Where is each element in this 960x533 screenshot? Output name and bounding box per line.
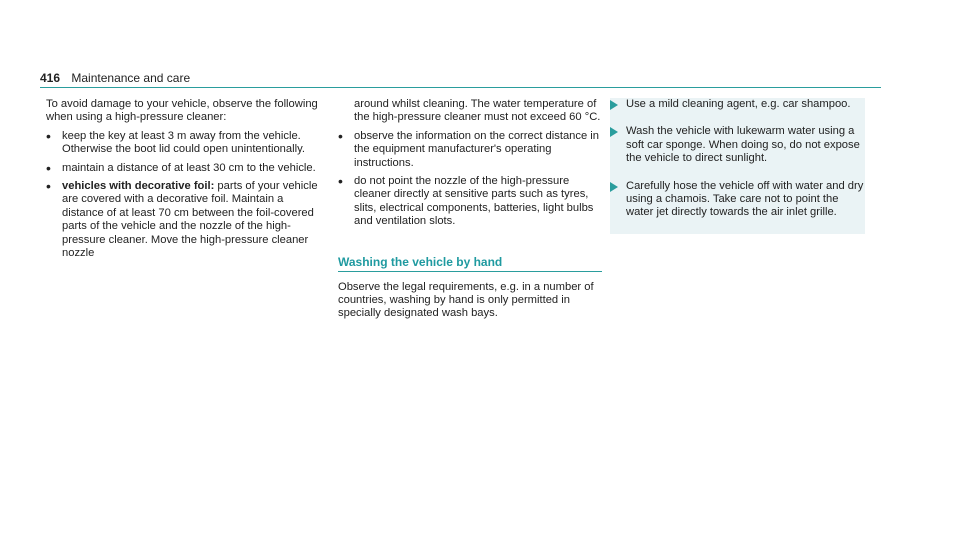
section-title: Maintenance and care <box>71 71 191 85</box>
page-header <box>40 71 190 85</box>
section-heading: Washing the vehicle by hand <box>338 255 602 272</box>
list-item-continuation <box>338 98 602 125</box>
page-number: 416 <box>40 71 61 85</box>
list-item-text: do not point the nozzle of the high-pressure cleaner directly at sensitive parts such as tyres, slits, electrical components, batteries, light bulbs and ventilation slots. <box>354 175 594 228</box>
column-left <box>46 98 321 265</box>
step-arrow-icon <box>610 127 618 137</box>
precaution-list-continued <box>338 98 602 229</box>
list-item <box>46 130 321 157</box>
step-text: Carefully hose the vehicle off with water and dry using a chamois. Take care not to point the water jet directly towards the air inlet grille. <box>626 179 864 219</box>
step-item <box>610 125 865 165</box>
list-item <box>46 180 321 260</box>
step-item <box>610 180 865 220</box>
step-list <box>610 98 865 220</box>
step-arrow-icon <box>610 100 618 110</box>
step-text: Wash the vehicle with lukewarm water using a soft car sponge. When doing so, do not expose the vehicle to direct sunlight. <box>626 125 860 165</box>
step-arrow-icon <box>610 182 618 192</box>
column-middle <box>338 98 602 326</box>
header-divider <box>40 87 881 88</box>
step-item <box>610 98 865 111</box>
list-item-text: observe the information on the correct distance in the equipment manufacturer's operating instructions. <box>354 129 600 169</box>
list-item-text: maintain a distance of at least 30 cm to the vehicle. <box>62 161 316 174</box>
list-item-text: keep the key at least 3 m away from the vehicle. Otherwise the boot lid could open unintentionally. <box>62 129 305 156</box>
list-item-text: parts of your vehicle are covered with a decorative foil. Maintain a distance of at least 70 cm between the foil-covered parts of the vehicle and the nozzle of the high-pressure cleaner. Move the high-pressure cleaner nozzle <box>62 180 318 260</box>
intro-paragraph: To avoid damage to your vehicle, observe the following when using a high-pressure cleaner: <box>46 98 318 124</box>
list-item <box>338 130 602 170</box>
column-right-steps <box>610 98 865 234</box>
precaution-list <box>46 130 321 261</box>
list-item <box>338 175 602 229</box>
list-item <box>46 162 321 175</box>
list-item-text: around whilst cleaning. The water temperature of the high-pressure cleaner must not exceed 60 °C. <box>354 98 601 124</box>
hand-wash-paragraph: Observe the legal requirements, e.g. in a number of countries, washing by hand is only permitted in specially designated wash bays. <box>338 280 594 320</box>
list-item-bold-label: vehicles with decorative foil: <box>62 180 215 193</box>
step-text: Use a mild cleaning agent, e.g. car shampoo. <box>626 98 851 110</box>
